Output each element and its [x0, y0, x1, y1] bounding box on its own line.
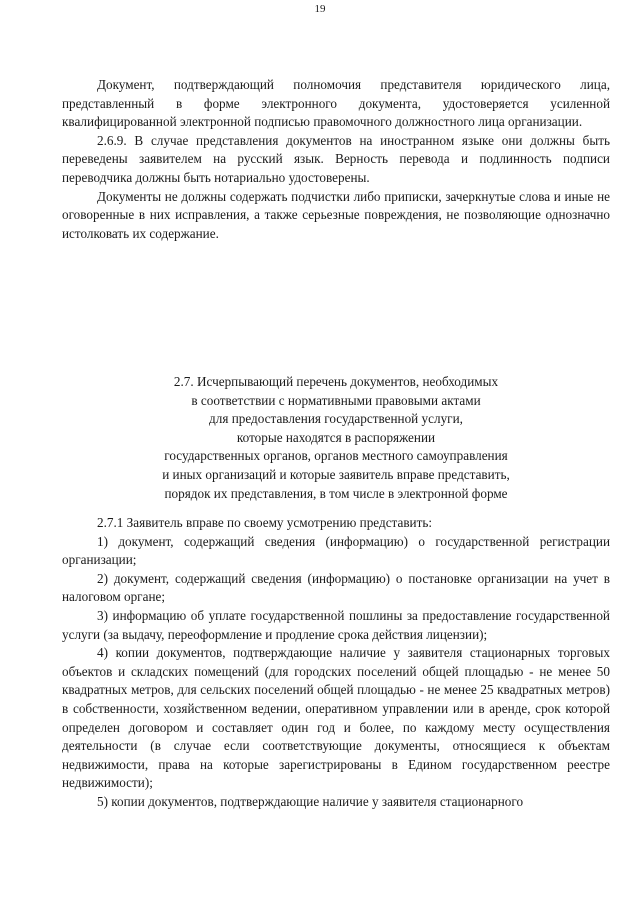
heading-line: государственных органов, органов местного самоуправления — [164, 448, 508, 464]
heading-line: порядок их представления, в том числе в электронной форме — [164, 485, 508, 501]
paragraph-no-erasures: Документы не должны содержать подчистки либо приписки, зачеркнутые слова и иные не оговоренные в них исправления, а также серьезные повреждения, не позволяющие однозначно истолковать их содержание. — [62, 188, 610, 241]
heading-line: для предоставления государственной услуги, — [209, 411, 463, 427]
heading-line: которые находятся в распоряжении — [236, 429, 436, 445]
list-item-3: 3) информацию об уплате государственной пошлины за предоставление государственной услуги (за выдачу, переоформление и продление срока действия лицензии); — [62, 607, 610, 642]
section-heading-2-7 — [62, 373, 610, 503]
paragraph-representative-document: Документ, подтверждающий полномочия представителя юридического лица, представленный в форме электронного документа, удостоверяется усиленной квалифицированной электронной подписью правомочного должностного лица организации. — [62, 77, 610, 130]
page-number: 19 — [314, 3, 326, 15]
top-text-block — [62, 76, 610, 243]
paragraph-2-7-1: 2.7.1 Заявитель вправе по своему усмотрению представить: — [97, 515, 433, 530]
heading-line: и иных организаций и которые заявитель вправе представить, — [162, 466, 510, 482]
list-item-1: 1) документ, содержащий сведения (информацию) о государственной регистрации организации; — [62, 533, 610, 568]
list-item-4: 4) копии документов, подтверждающие наличие у заявителя стационарных торговых объектов и складских помещений (для городских поселений общей площадью - не менее 50 квадратных метров, для сельских поселений общей площадью - не менее 25 квадратных метров) в собственности, хозяйственном ведении, оперативном управлении или в аренде, срок которой определен договором и составляет один год и более, по каждому месту осуществления деятельности (в случае если соответствующие документы, относящиеся к объектам недвижимости, права на которые зарегистрированы в Едином государственном реестре недвижимости); — [62, 645, 610, 791]
paragraph-2-6-9: 2.6.9. В случае представления документов на иностранном языке они должны быть переведены заявителем на русский язык. Верность перевода и подлинность подписи переводчика должны быть нотариально удостоверены. — [62, 132, 610, 185]
list-text-block — [62, 514, 610, 812]
list-item-5: 5) копии документов, подтверждающие наличие у заявителя стационарного — [97, 793, 524, 809]
heading-line: в соответствии с нормативными правовыми актами — [191, 392, 481, 408]
heading-line: 2.7. Исчерпывающий перечень документов, необходимых — [173, 374, 499, 389]
list-item-2: 2) документ, содержащий сведения (информацию) о постановке организации на учет в налоговом органе; — [62, 570, 610, 605]
